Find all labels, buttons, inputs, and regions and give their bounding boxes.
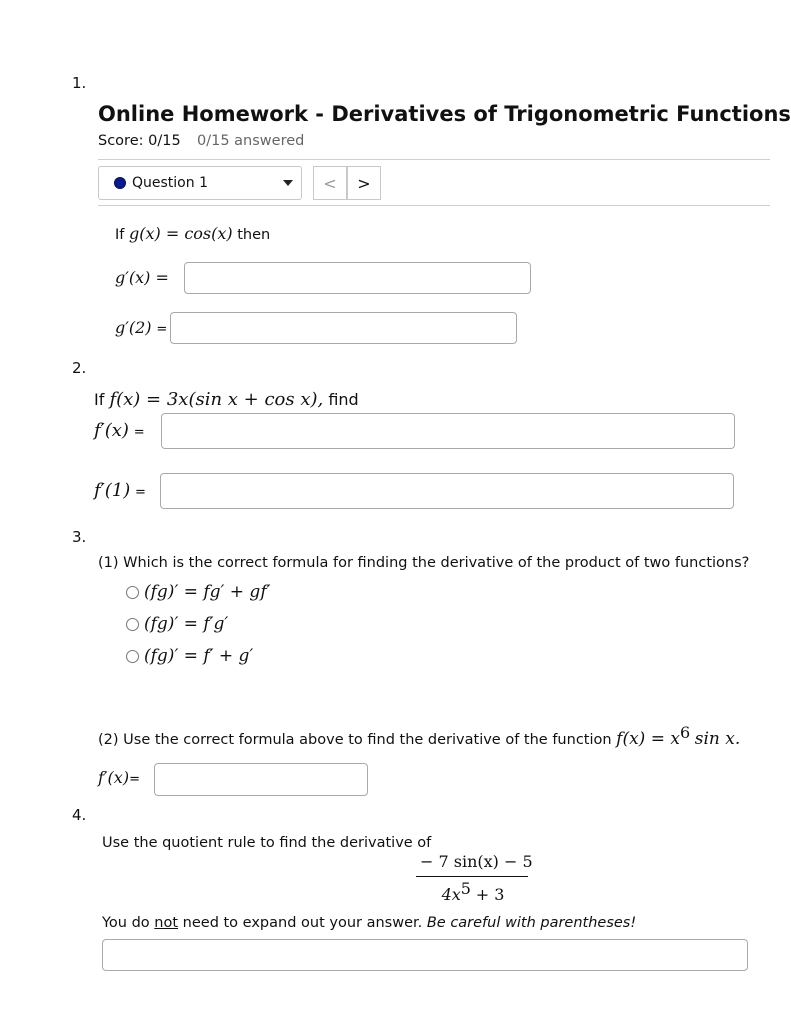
question-number-3: 3. bbox=[72, 528, 87, 546]
q3-eq: = bbox=[129, 772, 140, 787]
chevron-left-icon: < bbox=[323, 173, 337, 193]
q3-part1-text: (1) Which is the correct formula for finding the derivative of the product of two functions? bbox=[98, 555, 750, 571]
q2-label-b: f′(1) bbox=[94, 480, 131, 501]
q4-note-italic: Be careful with parentheses! bbox=[426, 915, 637, 931]
q3-part2-lhs: f(x) = x bbox=[616, 728, 680, 749]
q1-prompt bbox=[115, 224, 270, 243]
q4-note-post: need to expand out your answer. bbox=[182, 915, 423, 931]
q2-prompt-find: find bbox=[328, 390, 359, 409]
q2-answer-input-a[interactable] bbox=[161, 413, 735, 449]
q2-prompt-expr: f(x) = 3x(sin x + cos x), bbox=[109, 389, 324, 410]
page-title: Online Homework - Derivatives of Trigonometric Functions bbox=[98, 102, 791, 126]
question-number-4: 4. bbox=[72, 806, 87, 824]
chevron-down-icon bbox=[283, 180, 293, 186]
q1-answer-input-a[interactable] bbox=[184, 262, 531, 294]
q2-prompt bbox=[94, 389, 359, 410]
q1-prompt-if: If bbox=[115, 227, 125, 243]
q3-option-1: (fg)′ = fg′ + gf′ bbox=[144, 582, 271, 602]
score-label: Score: 0/15 bbox=[98, 133, 181, 149]
status-dot-icon bbox=[114, 177, 126, 189]
question-number-2: 2. bbox=[72, 359, 87, 377]
question-number-1: 1. bbox=[72, 74, 87, 92]
q4-denominator-exp: 5 bbox=[460, 879, 471, 898]
q1-prompt-expr: g(x) = cos(x) bbox=[129, 224, 233, 243]
q1-eq: = bbox=[156, 322, 168, 337]
q2-prompt-if: If bbox=[94, 390, 105, 409]
answered-count: 0/15 answered bbox=[197, 133, 305, 149]
q3-part2-rhs: sin x. bbox=[694, 728, 741, 749]
q3-option-2: (fg)′ = f′g′ bbox=[144, 614, 229, 634]
q3-answer-label: f′(x) bbox=[98, 768, 130, 787]
q2-answer-input-b[interactable] bbox=[160, 473, 734, 509]
q4-denominator bbox=[420, 879, 526, 904]
q4-note bbox=[102, 915, 636, 931]
q3-option-radio-3[interactable] bbox=[126, 650, 139, 663]
q3-option-3: (fg)′ = f′ + g′ bbox=[144, 646, 254, 666]
q4-denominator-rest: + 3 bbox=[475, 885, 505, 904]
divider-top bbox=[98, 159, 770, 160]
q2-label-a-wrap bbox=[94, 420, 145, 441]
question-select[interactable] bbox=[98, 166, 302, 200]
q1-answer-input-b[interactable] bbox=[170, 312, 517, 344]
q3-part2-exp: 6 bbox=[679, 723, 691, 742]
q3-answer-input[interactable] bbox=[154, 763, 368, 796]
question-select-label: Question 1 bbox=[132, 175, 208, 191]
chevron-right-icon: > bbox=[357, 173, 371, 193]
q2-eq-a: = bbox=[133, 425, 145, 440]
q1-label-a: g′(x) = bbox=[115, 268, 169, 287]
q1-label-b-wrap bbox=[115, 318, 167, 337]
q3-option-radio-2[interactable] bbox=[126, 618, 139, 631]
q4-prompt: Use the quotient rule to find the derivative of bbox=[102, 835, 432, 851]
q3-answer-label-wrap bbox=[98, 768, 140, 787]
q4-answer-input[interactable] bbox=[102, 939, 748, 971]
q3-option-radio-1[interactable] bbox=[126, 586, 139, 599]
q3-part2-text bbox=[98, 723, 740, 749]
divider-bottom bbox=[98, 205, 770, 206]
q4-fraction-bar bbox=[416, 876, 528, 877]
next-question-button[interactable] bbox=[347, 166, 381, 200]
q4-numerator: − 7 sin(x) − 5 bbox=[420, 852, 533, 871]
q1-label-b: g′(2) bbox=[115, 318, 152, 337]
q2-label-b-wrap bbox=[94, 480, 146, 501]
q1-prompt-then: then bbox=[237, 227, 271, 243]
q4-note-not: not bbox=[154, 915, 179, 931]
q2-eq-b: = bbox=[135, 485, 146, 500]
q3-part2-lead: (2) Use the correct formula above to find the derivative of the function bbox=[98, 731, 612, 748]
q4-denominator-base: 4x bbox=[441, 885, 461, 904]
prev-question-button[interactable] bbox=[313, 166, 347, 200]
q2-label-a: f′(x) bbox=[94, 420, 129, 441]
q4-note-pre: You do bbox=[102, 915, 150, 931]
